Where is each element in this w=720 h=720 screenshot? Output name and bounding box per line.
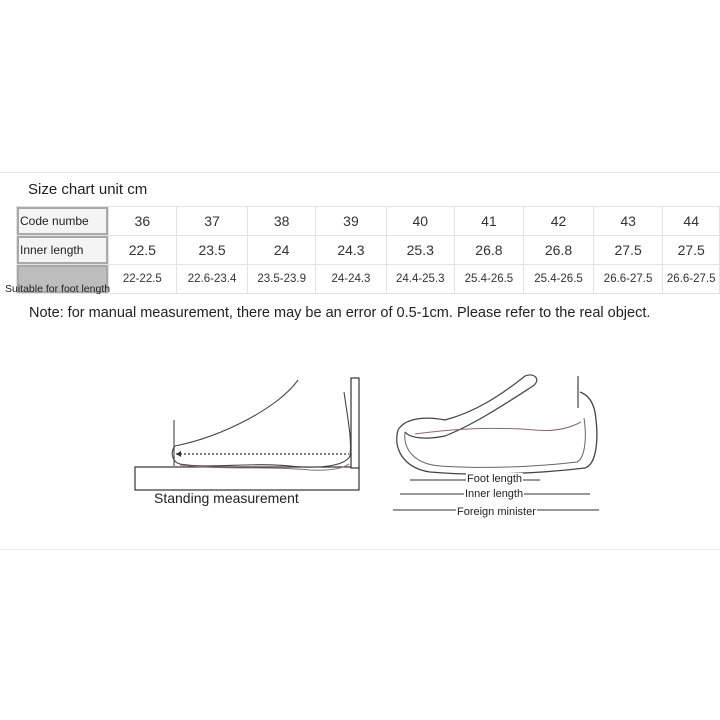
table-cell: 22.6-23.4 xyxy=(176,265,247,294)
table-cell: 25.4-26.5 xyxy=(454,265,524,294)
foot-outline xyxy=(175,380,298,446)
outer-length-label: Foreign minister xyxy=(457,506,536,518)
row-header-inner: Inner length xyxy=(17,236,109,265)
table-cell: 44 xyxy=(663,207,720,236)
table-cell: 24-24.3 xyxy=(316,265,387,294)
table-cell: 40 xyxy=(386,207,454,236)
table-cell: 38 xyxy=(248,207,316,236)
table-cell: 24.3 xyxy=(316,236,387,265)
table-cell: 27.5 xyxy=(593,236,663,265)
measuring-wall xyxy=(351,378,359,468)
table-cell: 25.3 xyxy=(386,236,454,265)
foot-length-label: Foot length xyxy=(467,473,523,485)
standing-measurement-illustration xyxy=(130,370,370,495)
table-cell: 36 xyxy=(108,207,176,236)
table-cell: 27.5 xyxy=(663,236,720,265)
table-cell: 26.6-27.5 xyxy=(593,265,663,294)
table-cell: 25.4-26.5 xyxy=(524,265,594,294)
size-table xyxy=(16,206,720,294)
row-header-code: Code numbe xyxy=(17,207,109,236)
standing-caption: Standing measurement xyxy=(154,490,299,506)
table-cell: 41 xyxy=(454,207,524,236)
inner-length-label: Inner length xyxy=(465,488,524,500)
table-cell: 39 xyxy=(316,207,387,236)
table-cell: 22-22.5 xyxy=(108,265,176,294)
chart-title: Size chart unit cm xyxy=(28,181,148,198)
table-cell: 23.5 xyxy=(176,236,247,265)
table-row-code xyxy=(17,207,720,236)
foot-length-row-label: Suitable for foot length xyxy=(5,283,111,295)
table-cell: 24.4-25.3 xyxy=(386,265,454,294)
table-cell: 42 xyxy=(524,207,594,236)
table-cell: 26.8 xyxy=(524,236,594,265)
table-cell: 37 xyxy=(176,207,247,236)
table-cell: 23.5-23.9 xyxy=(248,265,316,294)
table-row-foot xyxy=(17,265,720,294)
table-cell: 43 xyxy=(593,207,663,236)
measurement-note: Note: for manual measurement, there may be an error of 0.5-1cm. Please refer to the real object. xyxy=(29,305,651,321)
table-cell: 26.6-27.5 xyxy=(663,265,720,294)
shoe-measurement-illustration xyxy=(385,368,610,528)
table-cell: 22.5 xyxy=(108,236,176,265)
table-cell: 24 xyxy=(248,236,316,265)
table-row-inner xyxy=(17,236,720,265)
table-cell: 26.8 xyxy=(454,236,524,265)
shoe-outline xyxy=(397,392,597,474)
